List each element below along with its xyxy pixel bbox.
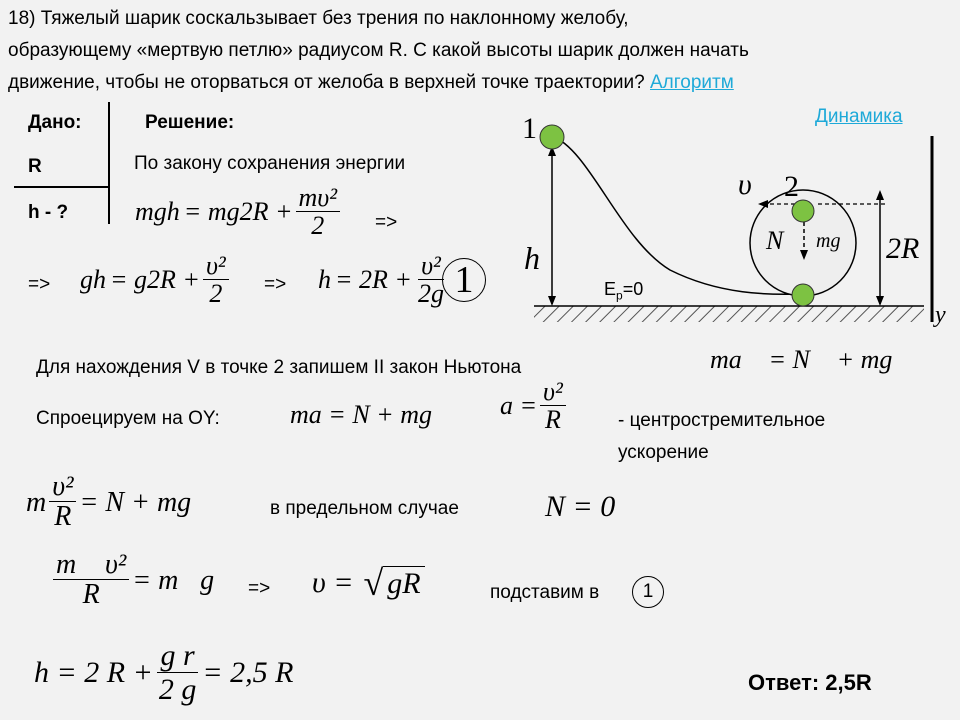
eq5-rhs: = N + mg (79, 486, 192, 518)
solution-header: Решение: (145, 112, 235, 133)
diagram-label-mg: mg⃗ (816, 230, 856, 252)
eq6-num: m⃗ υ² (53, 550, 129, 580)
equation-limit (26, 472, 191, 533)
equation-final (34, 640, 293, 706)
arrow-2: => (28, 274, 51, 295)
eq2-num: υ² (203, 252, 229, 280)
2r-arrow-head-top (876, 190, 884, 200)
problem-line-3 (8, 70, 749, 96)
substitute-text: подставим в (490, 582, 600, 603)
arrow-4: => (248, 578, 271, 599)
projection-equation: ma = N + mg (290, 400, 432, 429)
eq1-lhs: mgh (135, 197, 180, 227)
given-item-h: h - ? (28, 202, 69, 223)
eq2-mid: = g2R + (110, 265, 200, 295)
eq5-pre: m (26, 486, 47, 518)
diagram-label-n: N⃗ (766, 226, 804, 255)
centripetal-text-2: ускорение (618, 442, 709, 463)
ball-position-1 (540, 125, 564, 149)
final-den: 2 g (158, 672, 197, 706)
centripetal-equation (500, 378, 569, 435)
acc-fraction (540, 378, 566, 435)
substitute-circle: 1 (632, 576, 664, 608)
eq1-den: 2 (311, 211, 325, 241)
diagram-label-y: y (935, 302, 946, 328)
algorithm-link[interactable]: Алгоритм (649, 72, 734, 93)
diagram-label-ep (604, 279, 643, 303)
acc-lhs: a = (500, 391, 538, 421)
problem-line-2: образующему «мертвую петлю» радиусом R. С какой высоты шарик должен начать (8, 40, 749, 61)
given-header: Дано: (28, 112, 82, 133)
eq3-num: υ² (418, 252, 444, 280)
diagram-label-h: h (524, 240, 540, 276)
eq6-fraction (53, 550, 129, 611)
acc-den: R (544, 405, 561, 435)
equation-vector-limit (50, 550, 214, 611)
ground-hatch (534, 306, 924, 322)
eq3-den: 2g (417, 279, 444, 309)
h-arrow-head-bottom (548, 296, 556, 306)
velocity-equation (312, 562, 425, 604)
eq1-num: mυ² (296, 184, 341, 212)
eq1-fraction (296, 184, 341, 241)
diagram-label-2r: 2R (886, 232, 920, 265)
final-lhs: h = 2 R + (34, 655, 153, 689)
diagram-label-2: 2 (784, 170, 799, 203)
eq6-rhs: = m⃗g (132, 564, 215, 596)
newton-text: Для нахождения V в точке 2 запишем II закон Ньютона (36, 357, 522, 378)
arrow-3: => (264, 274, 287, 295)
eq2-fraction (203, 252, 229, 309)
arrow-1: => (375, 212, 398, 233)
diagram-label-velocity: υ⃗ (738, 168, 776, 201)
answer-text: Ответ: 2,5R (748, 670, 872, 695)
given-item-r: R (28, 156, 42, 177)
eq5-fraction (49, 472, 76, 533)
eq3-mid: = 2R + (335, 265, 412, 295)
equation-label-1: 1 (442, 258, 486, 302)
equation-gh (80, 252, 232, 309)
dynamics-link[interactable]: Динамика (815, 106, 903, 127)
given-divider-horizontal (14, 186, 109, 188)
eq3-lhs: h (318, 265, 331, 295)
ep-val: =0 (622, 279, 644, 299)
n-zero-equation: N = 0 (545, 490, 616, 523)
project-text: Спроецируем на OY: (36, 408, 220, 429)
problem-line-1: 18) Тяжелый шарик соскальзывает без трения по наклонному желобу, (8, 8, 629, 29)
2r-arrow-head-bottom (876, 296, 884, 306)
centripetal-text-1: - центростремительное (618, 410, 826, 431)
eq6-den: R (82, 579, 100, 611)
eq1-mid: = mg2R + (183, 197, 293, 227)
limit-case-text: в предельном случае (270, 498, 459, 519)
ball-bottom (792, 284, 814, 306)
problem-text (8, 6, 749, 96)
eq5-den: R (54, 501, 72, 533)
v-lhs: υ = (312, 566, 354, 599)
eq2-den: 2 (209, 279, 223, 309)
final-fraction (156, 640, 200, 706)
eq5-num: υ² (49, 472, 76, 502)
final-num: g r (157, 640, 197, 673)
final-rhs: = 2,5 R (202, 655, 294, 689)
energy-law-text: По закону сохранения энергии (134, 153, 406, 174)
acc-num: υ² (540, 378, 566, 406)
equation-h (318, 252, 450, 309)
diagram-label-1: 1 (522, 112, 537, 145)
ep-e: E (604, 279, 617, 299)
loop-diagram (500, 110, 960, 340)
problem-line-3-text: движение, чтобы не оторваться от желоба в верхней точке траектории? (8, 72, 645, 93)
equation-energy (135, 184, 343, 241)
eq2-lhs: gh (80, 265, 106, 295)
v-sqrt: gR (383, 566, 424, 601)
ep-sub: p (616, 288, 623, 303)
sqrt-sign: √ (363, 563, 384, 603)
newton-equation: ma⃗ = N⃗ + mg⃗ (710, 345, 913, 374)
given-divider-vertical (108, 102, 110, 224)
